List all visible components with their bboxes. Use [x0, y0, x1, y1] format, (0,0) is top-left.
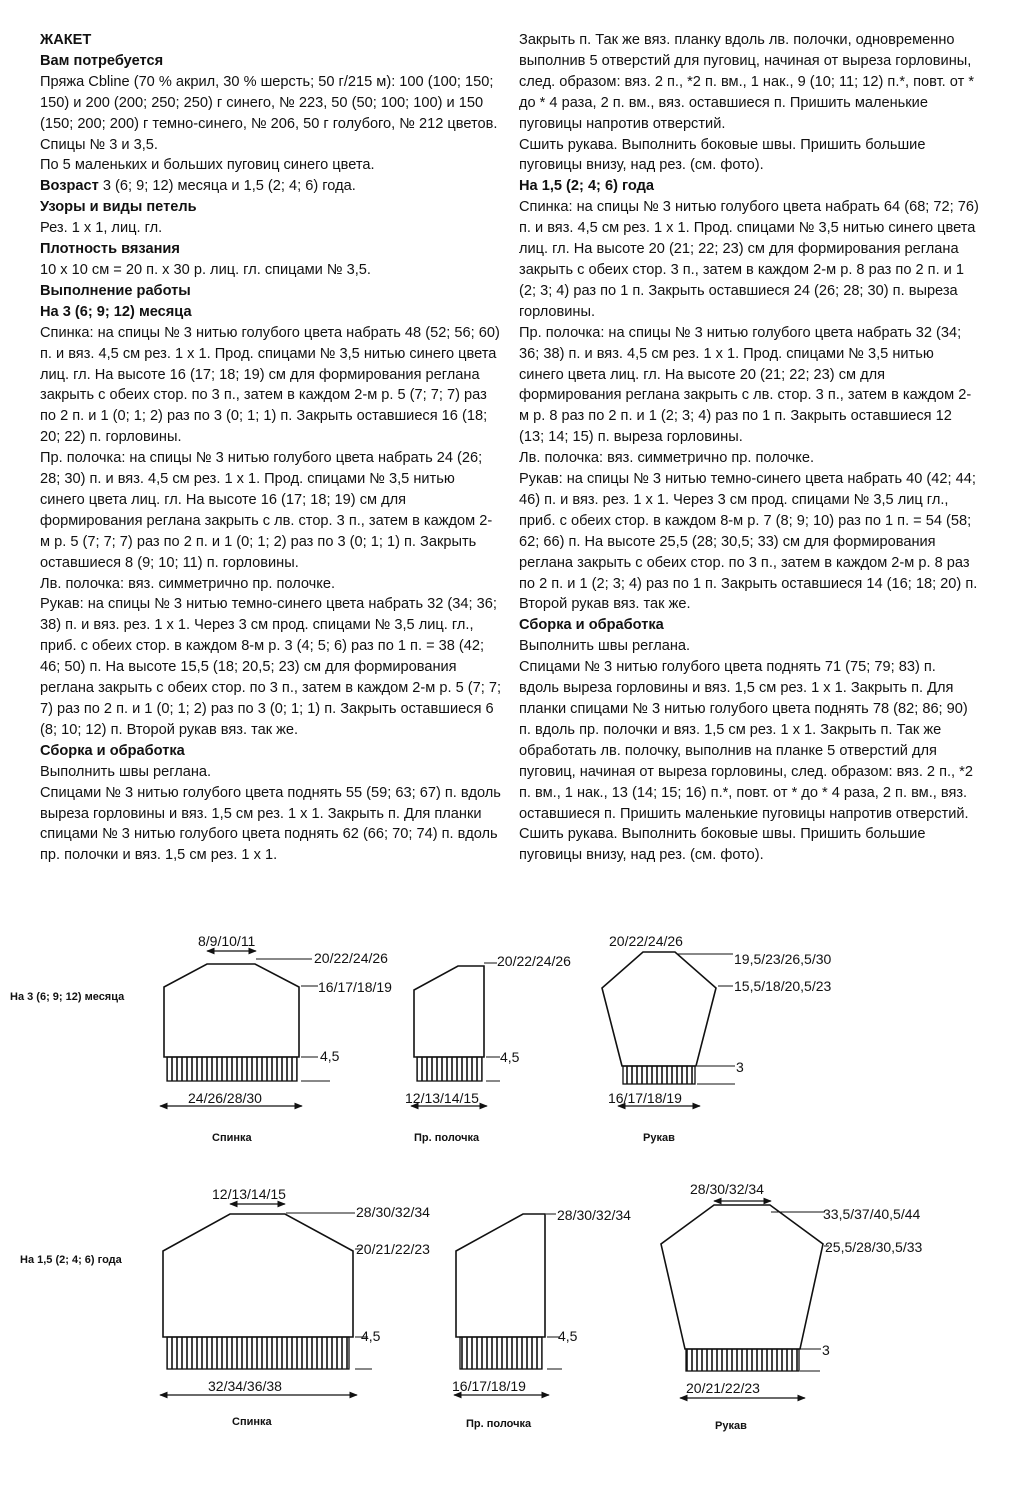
row2-front-width: 16/17/18/19 [452, 1378, 526, 1394]
row1-front-width: 12/13/14/15 [405, 1090, 479, 1106]
row1-back-width: 24/26/28/30 [188, 1090, 262, 1106]
row2-label: На 1,5 (2; 4; 6) года [20, 1254, 122, 1266]
paragraph-text: Спицы № 3 и 3,5. [40, 136, 158, 153]
paragraph-text: Спинка: на спицы № 3 нитью голубого цвета набрать 64 (68; 72; 76) п. и вяз. 4,5 см рез. 1 х 1. Прод. спицами № 3,5 нитью синего цвета лиц. гл. На высоте 20 (21; 22; 23) см для формирования реглана закрыть с обеих стор. 3 п., затем в каждом 2-м р. 8 раз по 2 п. и 1 (2; 3; 4) раз по 1 п. Закрыть оставшиеся 24 (26; 28; 30) п. выреза горловины. [519, 199, 979, 320]
paragraph-text: Закрыть п. Так же вяз. планку вдоль лв. полочки, одновременно выполнив 5 отверстий для пуговиц, начиная от выреза горловины, след. образом: вяз. 2 п., *2 п. вм., 1 нак., 9 (10; 11; 12) п.*, повт. от * до * 4 раза, 2 п. вм., вяз. оставшиеся п. Пришить маленькие пуговицы напротив отверстий. [519, 32, 974, 132]
paragraph-text: 3 (6; 9; 12) месяца и 1,5 (2; 4; 6) года. [98, 178, 356, 195]
row2-front-height-total: 28/30/32/34 [557, 1207, 631, 1223]
paragraph-text: Пряжа Cbline (70 % акрил, 30 % шерсть; 50 г/215 м): 100 (100; 150; 150) и 200 (200; 250; 250) г синего, № 223, 50 (50; 100; 100) и 150 (150; 200; 200) г темно-синего, № 206, 50 г голубого, № 212 цветов. [40, 73, 498, 132]
paragraph-text: Рукав: на спицы № 3 нитью темно-синего цвета набрать 32 (34; 36; 38) п. и вяз. рез. 1 х 1. Через 3 см прод. спицами № 3,5 лиц. гл., приб. с обеих стор. в каждом 8-м р. 3 (4; 5; 6) раз по 1 п. = 38 (42; 46; 50) п. На высоте 15,5 (18; 20,5; 23) см для формирования реглана закрыть с обеих стор. по 3 п., затем в каждом 2-м р. 5 (7; 7; 7) раз по 2 п. и 1 (0; 1; 2) раз по 3 (0; 1; 1) п. Закрыть оставшиеся 6 (8; 10; 12) п. Второй рукав вяз. так же. [40, 596, 502, 738]
paragraph-text: Узоры и виды петель [40, 199, 197, 216]
right-column-paragraph [519, 176, 979, 197]
paragraph-text: Выполнить швы реглана. [40, 763, 212, 780]
schemes-svg [0, 920, 1014, 1499]
paragraph-text: На 3 (6; 9; 12) месяца [40, 303, 192, 320]
row1-sleeve-scheme [600, 933, 832, 1144]
left-column-paragraph [40, 323, 502, 448]
paragraph-text: Спинка: на спицы № 3 нитью голубого цвета набрать 48 (52; 56; 60) п. и вяз. 4,5 см рез. 1 х 1. Прод. спицами № 3,5 нитью синего цвета лиц. гл. На высоте 16 (17; 18; 19) см для формирования реглана закрыть с обеих стор. по 3 п., затем в каждом 2-м р. 5 (7; 7; 7) раз по 2 п. и 1 (0; 1; 2) раз по 3 (0; 1; 1) п. Закрыть оставшиеся 16 (18; 20; 22) п. горловины. [40, 324, 500, 446]
row1-back-caption: Спинка [212, 1132, 252, 1144]
left-column-paragraph [40, 574, 502, 595]
paragraph-text: Выполнение работы [40, 282, 191, 299]
paragraph-text: Рез. 1 х 1, лиц. гл. [40, 220, 163, 237]
row1-sleeve-height-side: 15,5/18/20,5/23 [734, 978, 832, 994]
left-column-paragraph [40, 155, 502, 176]
row2-sleeve-height-total: 33,5/37/40,5/44 [823, 1206, 921, 1222]
row2-back-width: 32/34/36/38 [208, 1378, 282, 1394]
row2-back-scheme [160, 1186, 430, 1428]
paragraph-text: Спицами № 3 нитью голубого цвета поднять 71 (75; 79; 83) п. вдоль выреза горловины и вяз. 1,5 см рез. 1 х 1. Закрыть п. Для планки спицами № 3 нитью голубого цвета поднять 78 (82; 86; 90) п. вдоль пр. полочки и вяз. 1,5 см рез. 1 х 1. Закрыть п. Так же обработать лв. полочку, выполнив на планке 5 отверстий для пуговиц, начиная от выреза горловины, след. образом: вяз. 2 п., *2 п. вм., 1 нак., 13 (14; 15; 16) п.*, повт. от * до * 4 раза, 2 п. вм., вяз. оставшиеся п. Пришить маленькие пуговицы напротив отверстий. Сшить рукава. Выполнить боковые швы. Пришить большие пуговицы внизу, над рез. (см. фото). [519, 659, 973, 864]
row1-front-scheme [405, 953, 571, 1144]
paragraph-text: 10 х 10 см = 20 п. х 30 р. лиц. гл. спицами № 3,5. [40, 261, 371, 278]
row1-sleeve-top: 20/22/24/26 [609, 933, 683, 949]
left-column-paragraph [40, 218, 502, 239]
row2-front-caption: Пр. полочка [466, 1418, 532, 1430]
left-column-paragraph [40, 30, 502, 51]
right-text-column [519, 30, 979, 866]
row1-back-rib: 4,5 [320, 1048, 340, 1064]
paragraph-text: Пр. полочка: на спицы № 3 нитью голубого цвета набрать 32 (34; 36; 38) п. и вяз. 4,5 см рез. 1 х 1. Прод. спицами № 3,5 нитью синего цвета лиц. гл. На высоте 20 (21; 22; 23) см для формирования реглана закрыть с лв. стор. 3 п., затем в каждом 2-м р. 8 раз по 2 п. и 1 (2; 3; 4) раз по 1 п. Закрыть оставшиеся 12 (13; 14; 15) п. выреза горловины. [519, 324, 972, 446]
row1-back-height-side: 16/17/18/19 [318, 979, 392, 995]
right-column-paragraph [519, 657, 979, 866]
row1-front-rib: 4,5 [500, 1049, 520, 1065]
right-column-paragraph [519, 615, 979, 636]
left-column-paragraph [40, 72, 502, 135]
paragraph-text: Сборка и обработка [40, 742, 185, 759]
left-column-paragraph [40, 302, 502, 323]
row1-sleeve-rib: 3 [736, 1059, 744, 1075]
paragraph-text: По 5 маленьких и больших пуговиц синего цвета. [40, 157, 375, 174]
row2-sleeve-height-side: 25,5/28/30,5/33 [825, 1239, 923, 1255]
row1-back-scheme [160, 933, 392, 1144]
row2-sleeve-top: 28/30/32/34 [690, 1181, 764, 1197]
left-column-paragraph [40, 135, 502, 156]
row2-sleeve-width: 20/21/22/23 [686, 1380, 760, 1396]
left-column-paragraph [40, 197, 502, 218]
right-column-paragraph [519, 323, 979, 448]
right-column-paragraph [519, 469, 979, 615]
left-column-paragraph [40, 176, 502, 197]
paragraph-text: Плотность вязания [40, 241, 180, 258]
row1-front-height-total: 20/22/24/26 [497, 953, 571, 969]
left-column-paragraph [40, 783, 502, 867]
paragraph-text: Пр. полочка: на спицы № 3 нитью голубого цвета набрать 24 (26; 28; 30) п. и вяз. 4,5 см рез. 1 х 1. Прод. спицами № 3,5 нитью синего цвета лиц. гл. На высоте 16 (17; 18; 19) см для формирования реглана закрыть с лв. стор. 3 п., затем в каждом 2-м р. 5 (7; 7; 7) раз по 2 п. и 1 (0; 1; 2) раз по 3 (0; 1; 1) п. Закрыть оставшиеся 8 (9; 10; 11) п. горловины. [40, 450, 493, 571]
row1-back-height-total: 20/22/24/26 [314, 950, 388, 966]
row1-sleeve-height-total: 19,5/23/26,5/30 [734, 951, 832, 967]
paragraph-text: Лв. полочка: вяз. симметрично пр. полочке. [40, 575, 335, 592]
left-column-paragraph [40, 281, 502, 302]
paragraph-text: Спицами № 3 нитью голубого цвета поднять 55 (59; 63; 67) п. вдоль выреза горловины и вяз. 1,5 см рез. 1 х 1. Закрыть п. Для планки спицами № 3 нитью голубого цвета поднять 62 (66; 70; 74) п. вдоль пр. полочки и вяз. 1,5 см рез. 1 х 1. [40, 784, 501, 864]
paragraph-text: Вам потребуется [40, 52, 164, 69]
paragraph-text: Сборка и обработка [519, 617, 664, 634]
row2-sleeve-scheme [661, 1181, 923, 1432]
left-column-paragraph [40, 448, 502, 573]
schemes-area [0, 920, 1014, 1499]
right-column-paragraph [519, 197, 979, 322]
row1-sleeve-caption: Рукав [643, 1132, 675, 1144]
row1-sleeve-width: 16/17/18/19 [608, 1090, 682, 1106]
left-column-paragraph [40, 51, 502, 72]
right-column-paragraph [519, 135, 979, 177]
paragraph-text: Сшить рукава. Выполнить боковые швы. Пришить большие пуговицы внизу, над рез. (см. фото). [519, 136, 926, 174]
left-column-paragraph [40, 741, 502, 762]
row1-front-caption: Пр. полочка [414, 1132, 480, 1144]
row2-back-height-total: 28/30/32/34 [356, 1204, 430, 1220]
row2-front-scheme [452, 1207, 631, 1430]
right-column-paragraph [519, 30, 979, 135]
right-column-paragraph [519, 636, 979, 657]
paragraph-text: Рукав: на спицы № 3 нитью темно-синего цвета набрать 40 (42; 44; 46) п. и вяз. рез. 1 х 1. Через 3 см прод. спицами № 3,5 лиц гл., приб. с обеих стор. в каждом 8-м р. 7 (8; 9; 10) раз по 1 п. = 54 (58; 62; 66) п. На высоте 25,5 (28; 30,5; 33) см для формирования реглана закрыть с обеих стор. по 3 п., затем в каждом 2-м р. 8 раз по 2 п. и 1 (2; 3; 4) раз по 1 п. Закрыть оставшиеся 14 (16; 18; 20) п. Второй рукав вяз. так же. [519, 471, 978, 613]
row1-back-top: 8/9/10/11 [198, 933, 256, 949]
row2-sleeve-caption: Рукав [715, 1420, 747, 1432]
paragraph-lead: Возраст [40, 178, 99, 195]
row2-back-top: 12/13/14/15 [212, 1186, 286, 1202]
row1-label: На 3 (6; 9; 12) месяца [10, 991, 125, 1003]
left-column-paragraph [40, 594, 502, 740]
paragraph-text: На 1,5 (2; 4; 6) года [519, 178, 654, 195]
row2-back-height-side: 20/21/22/23 [356, 1241, 430, 1257]
left-column-paragraph [40, 762, 502, 783]
left-column-paragraph [40, 260, 502, 281]
paragraph-text: Лв. полочка: вяз. симметрично пр. полочке. [519, 450, 814, 467]
row2-front-rib: 4,5 [558, 1328, 578, 1344]
row2-back-caption: Спинка [232, 1416, 272, 1428]
row2-back-rib: 4,5 [361, 1328, 381, 1344]
paragraph-text: ЖАКЕТ [40, 32, 92, 48]
row2-sleeve-rib: 3 [822, 1342, 830, 1358]
right-column-paragraph [519, 448, 979, 469]
paragraph-text: Выполнить швы реглана. [519, 638, 691, 655]
left-column-paragraph [40, 239, 502, 260]
left-text-column [40, 30, 502, 866]
